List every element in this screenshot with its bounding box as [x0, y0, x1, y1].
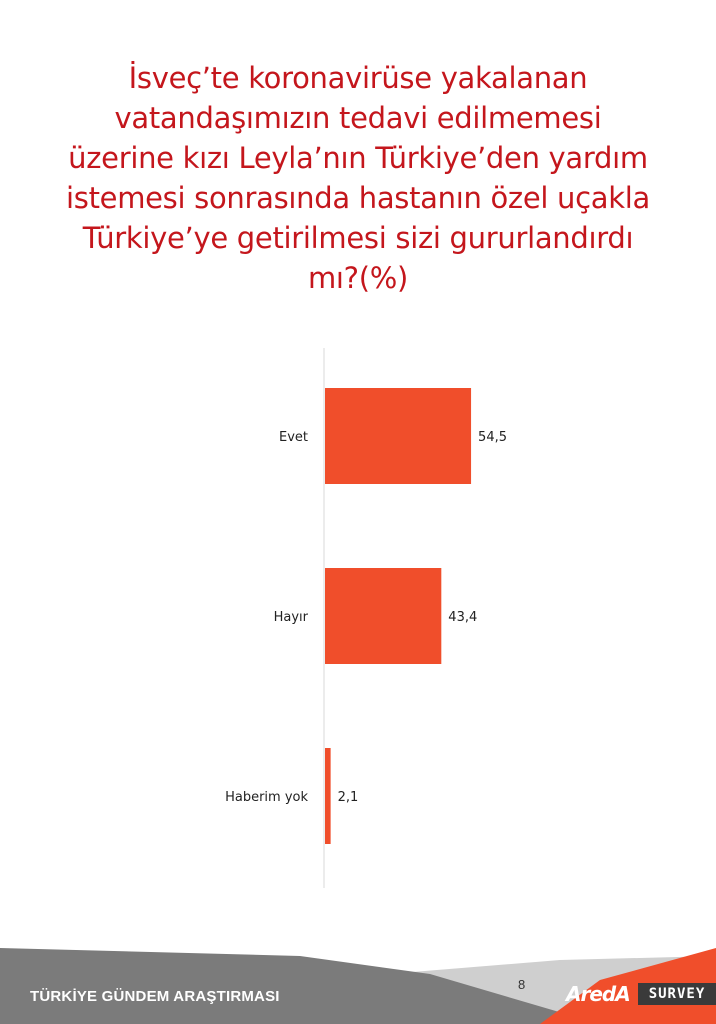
bar	[325, 568, 441, 664]
footer-title: TÜRKİYE GÜNDEM ARAŞTIRMASI	[30, 988, 280, 1005]
title-line: vatandaşımızın tedavi edilmemesi	[114, 101, 602, 135]
category-label: Evet	[278, 430, 308, 445]
title-line: istemesi sonrasında hastanın özel uçakla	[66, 181, 650, 215]
data-label: 43,4	[448, 610, 478, 625]
category-label: Haberim yok	[225, 790, 308, 805]
bar	[325, 388, 471, 484]
title-line: İsveç’te koronavirüse yakalanan	[128, 61, 588, 95]
bar-chart	[0, 340, 716, 900]
company-logo	[566, 980, 716, 1008]
page-title	[40, 58, 676, 298]
data-label: 54,5	[478, 430, 508, 445]
data-label: 2,1	[337, 790, 359, 805]
category-label: Hayır	[273, 610, 308, 625]
title-line: mı?(%)	[307, 261, 409, 295]
logo-survey-badge: SURVEY	[638, 983, 716, 1005]
title-line: üzerine kızı Leyla’nın Türkiye’den yardım	[68, 141, 648, 175]
title-line: Türkiye’ye getirilmesi sizi gururlandırdı	[82, 221, 634, 255]
bar	[325, 748, 331, 844]
logo-mark: AredA	[566, 982, 630, 1006]
page-number: 8	[518, 977, 526, 992]
